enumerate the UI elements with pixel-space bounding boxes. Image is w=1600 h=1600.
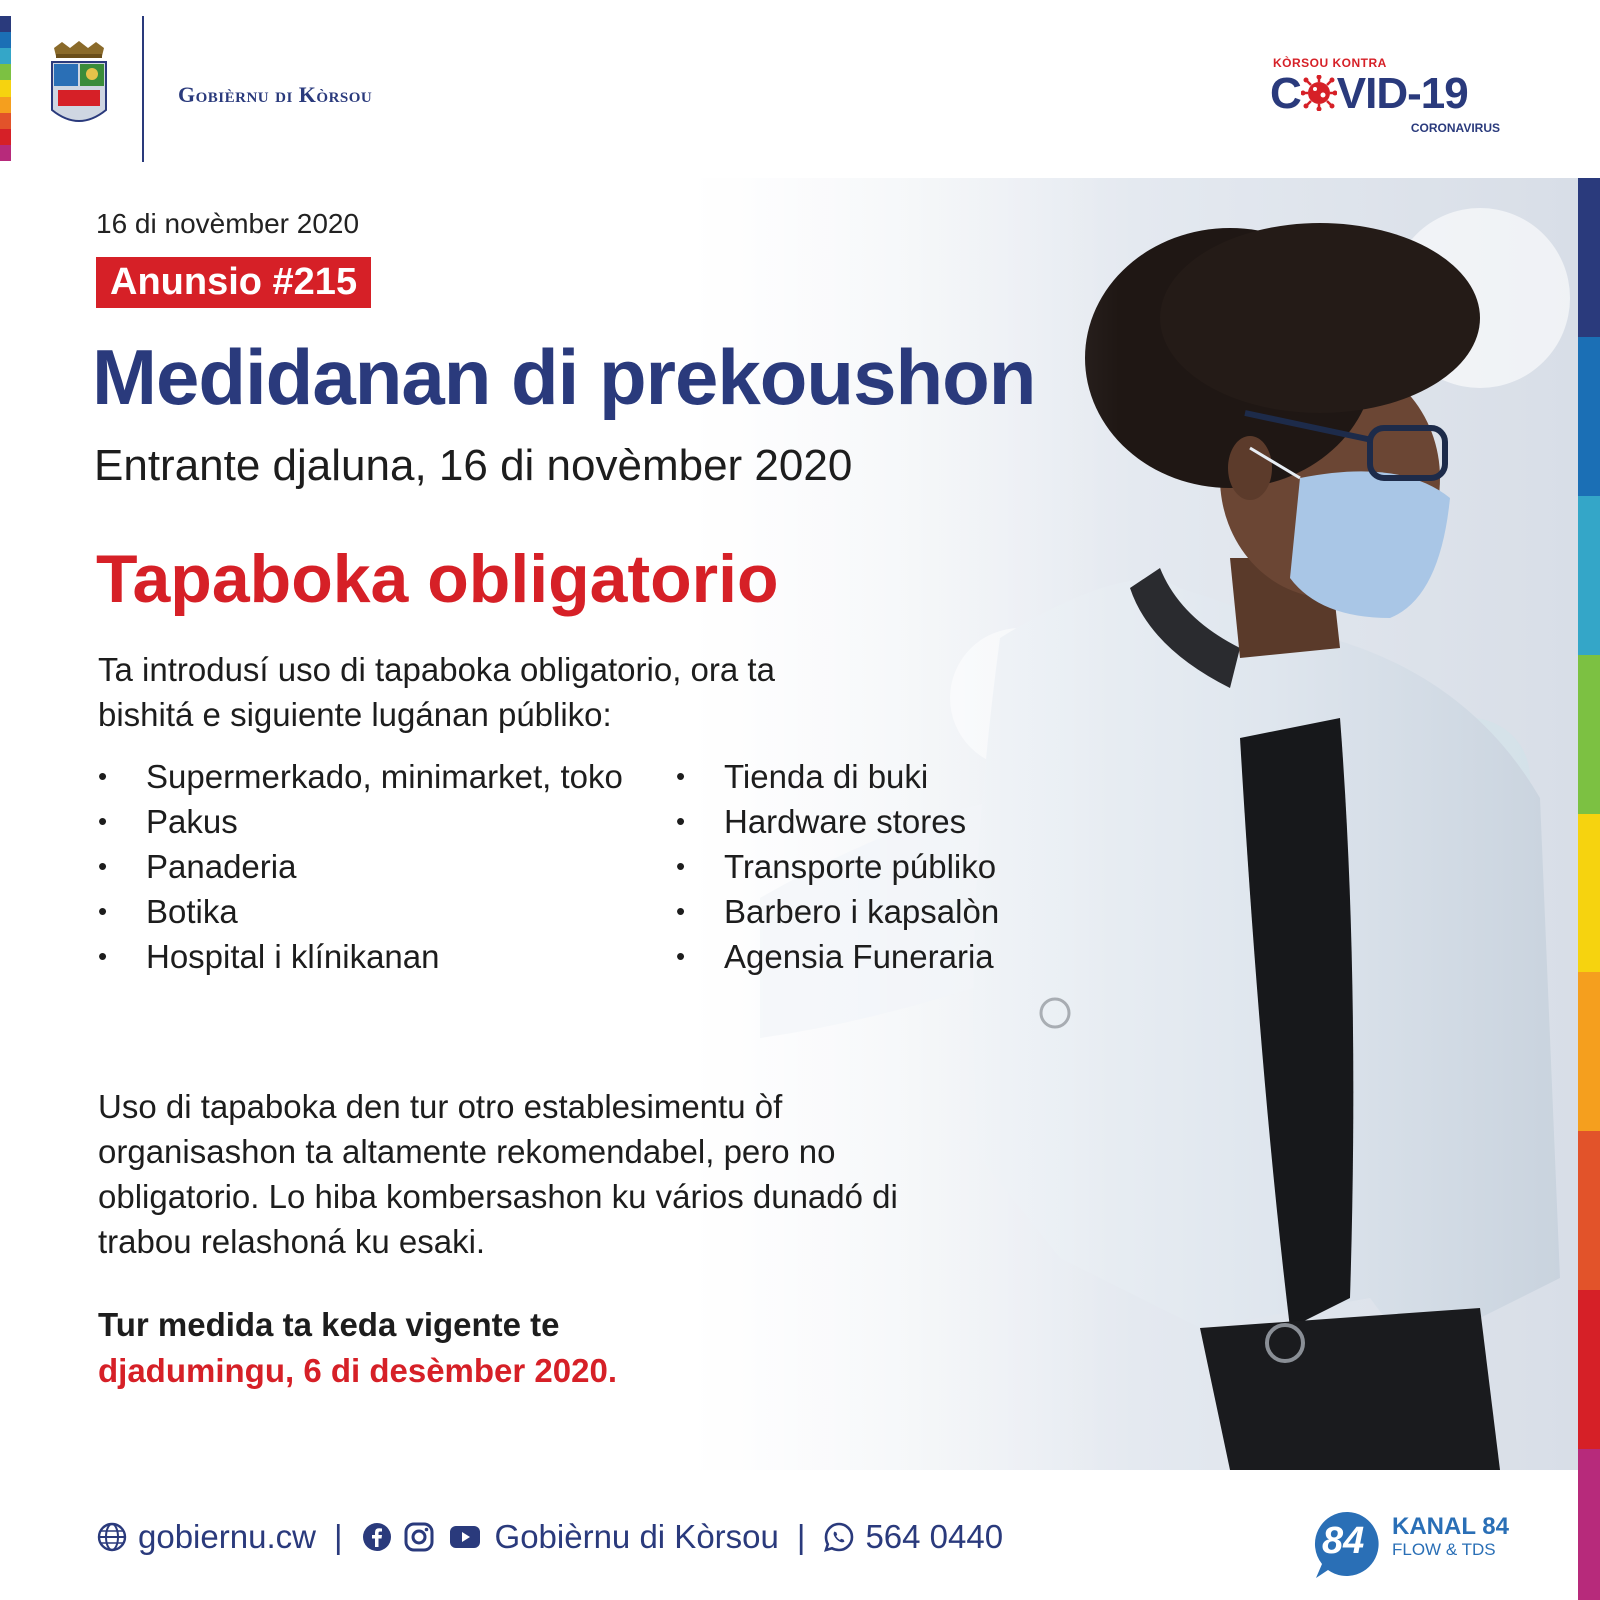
coat-of-arms-icon [48, 40, 110, 132]
effective-until-date: djadumingu, 6 di desèmber 2020. [98, 1352, 617, 1389]
color-strip-segment [0, 80, 11, 96]
color-strip-segment [0, 145, 11, 161]
campaign-kicker: KÒRSOU KONTRA [1273, 56, 1387, 70]
color-strip-segment [1578, 655, 1600, 814]
color-strip-segment [0, 129, 11, 145]
list-item: • Agensia Funeraria [676, 934, 1096, 979]
instagram-icon[interactable] [403, 1521, 435, 1553]
section-title: Tapaboka obligatorio [96, 541, 779, 617]
color-strip-segment [0, 97, 11, 113]
footer-contacts [96, 1512, 1003, 1562]
color-strip-segment [1578, 972, 1600, 1131]
color-strip-segment [1578, 1131, 1600, 1290]
color-strip-segment [0, 48, 11, 64]
campaign-title-post: VID-19 [1336, 69, 1468, 118]
announcement-date: 16 di novèmber 2020 [96, 208, 360, 239]
color-strip-segment [0, 16, 11, 32]
color-strip-segment [1578, 1449, 1600, 1600]
list-item: • Pakus [98, 799, 658, 844]
places-list-left [98, 754, 658, 979]
color-strip-segment [0, 113, 11, 129]
virus-icon [1301, 75, 1337, 111]
government-name: Gobièrnu di Kòrsou [178, 82, 373, 107]
youtube-icon[interactable] [445, 1521, 485, 1553]
footer-separator: | [333, 1518, 343, 1555]
list-item: • Hardware stores [676, 799, 1096, 844]
header-divider [142, 16, 144, 162]
effective-until-label: Tur medida ta keda vigente te [98, 1306, 560, 1343]
color-strip-segment [1578, 496, 1600, 655]
color-strip-segment [1578, 1290, 1600, 1449]
announcement-badge: Anunsio #215 [96, 257, 371, 308]
color-strip-segment [1578, 337, 1600, 496]
list-item: • Panaderia [98, 844, 658, 889]
kanal-number: 84 [1322, 1520, 1365, 1562]
left-color-strip [0, 16, 11, 161]
campaign-title-pre: C [1270, 69, 1301, 118]
footer-separator: | [796, 1518, 806, 1555]
whatsapp-number[interactable]: 564 0440 [865, 1518, 1004, 1555]
places-list-right [676, 754, 1096, 979]
color-strip-segment [0, 32, 11, 48]
recommendation-note: Uso di tapaboka den tur otro establesimentu òf organisashon ta altamente rekomendabel, pero no obligatorio. Lo hiba kombersashon ku vários dunadó di trabou relashoná ku esaki. [98, 1088, 898, 1260]
color-strip-segment [1578, 178, 1600, 337]
list-item: • Botika [98, 889, 658, 934]
list-item: • Barbero i kapsalòn [676, 889, 1096, 934]
kanal-name: KANAL 84 [1392, 1513, 1509, 1540]
list-item: • Supermerkado, minimarket, toko [98, 754, 658, 799]
page-subtitle: Entrante djaluna, 16 di novèmber 2020 [94, 441, 853, 490]
right-color-strip [1578, 178, 1600, 1600]
campaign-title [1270, 69, 1468, 118]
intro-paragraph: Ta introdusí uso di tapaboka obligatorio, ora ta bishitá e siguiente lugánan públiko: [98, 651, 775, 733]
color-strip-segment [0, 64, 11, 80]
list-item: • Tienda di buki [676, 754, 1096, 799]
campaign-sub: CORONAVIRUS [1410, 121, 1500, 135]
list-item: • Hospital i klínikanan [98, 934, 658, 979]
color-strip-segment [1578, 814, 1600, 973]
social-handle[interactable]: Gobièrnu di Kòrsou [494, 1518, 779, 1555]
whatsapp-icon[interactable] [823, 1521, 855, 1553]
facebook-icon[interactable] [361, 1521, 393, 1553]
list-item: • Transporte públiko [676, 844, 1096, 889]
globe-icon [96, 1521, 128, 1553]
page-title: Medidanan di prekoushon [92, 333, 1036, 421]
website-link[interactable]: gobiernu.cw [138, 1518, 316, 1555]
kanal-sub: FLOW & TDS [1392, 1540, 1496, 1559]
